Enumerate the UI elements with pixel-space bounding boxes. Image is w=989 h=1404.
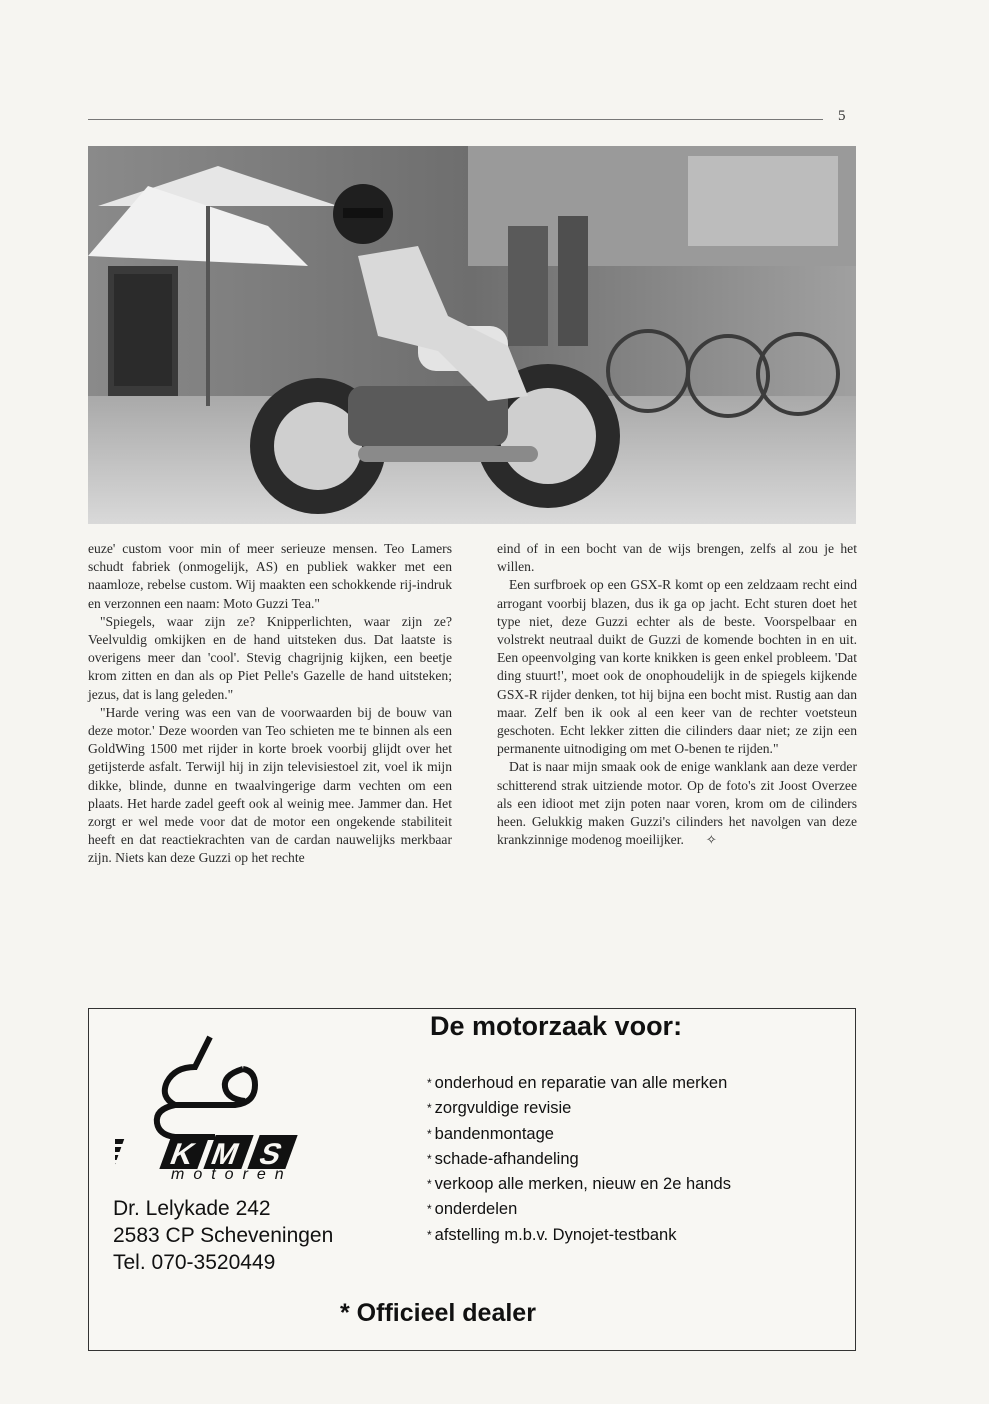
advertisement-box — [88, 1008, 856, 1351]
paragraph-text: Dat is naar mijn smaak ook de enige wanklank aan deze verder schitterend strak uitziende motor. Op de foto's zit Joost Overzee als een idioot met zijn poten naar voren, krom om de cilinders heen. Gelukkig maken Guzzi's cilinders het navolgen van deze krankzinnige modenog moeilijker. — [497, 759, 857, 848]
services-list — [427, 1071, 731, 1248]
paragraph: "Harde vering was een van de voorwaarden bij de bouw van deze motor.' Deze woorden van Teo schieten me te binnen als een GoldWing 1500 met rijder in korte broek voorbij glijdt over het getijsterde asfalt. Terwijl hij in zijn televisiestoel zit, voel ik mijn dikke, blinde, dunne en twaalvingerige darm vechten om een plaats. Het harde zadel geeft ook al weinig mee. Jammer dan. Het zorgt er wel mede voor dat de motor een ongekende stabiliteit heeft en dat reactiekrachten van de cardan nauwelijks merkbaar zijn. Niets kan deze Guzzi op het rechte — [88, 704, 452, 866]
service-item: * onderdelen — [427, 1197, 731, 1222]
paragraph: euze' custom voor min of meer serieuze mensen. Teo Lamers schudt fabriek (onmogelijk, AS) en publiek wakker met een naamloze, rebelse custom. Wij maakten een schokkende rij-indruk en verzonnen een naam: Moto Guzzi Tea." — [88, 541, 452, 611]
address-phone: Tel. 070-3520449 — [113, 1251, 276, 1274]
ad-footer: * Officieel dealer — [340, 1299, 536, 1327]
end-mark-icon: ✧ — [705, 832, 717, 848]
paragraph-last — [497, 758, 857, 849]
paragraph: Een surfbroek op een GSX-R komt op een zeldzaam recht eind arrogant voorbij blazen, dus ik ga op jacht. Echt sturen doet het type niet, deze Guzzi echter als de beste. Voorspelbaar en volstrekt neutraal duikt de Guzzi de komende bochten in en uit. Een opeenvolging van korte knikken is geen enkel probleem. 'Dat ding stuurt!', moet ook de onophoudelijk in de spiegels kijkende GSX-R rijder denken, tot hij bijna een bocht mist. Rustig aan dan maar. Zelf ben ik ook al een keer van de rechter voetsteun geschoten. Echt lekker zitten die cilinders daar niet; ze zijn een permanente uitnodiging om met O-benen te rijden." — [497, 577, 857, 757]
address-city: 2583 CP Scheveningen — [113, 1224, 334, 1247]
service-item: * schade-afhandeling — [427, 1147, 731, 1172]
logo-subtext: motoren — [171, 1166, 293, 1183]
service-item: * zorgvuldige revisie — [427, 1096, 731, 1121]
svg-text:S: S — [254, 1136, 288, 1171]
page-number: 5 — [838, 108, 846, 124]
service-item: * bandenmontage — [427, 1122, 731, 1147]
paragraph: eind of in een bocht van de wijs brengen, zelfs al zou je het willen. — [497, 541, 857, 575]
article-column-right — [497, 540, 857, 849]
dealer-address — [113, 1195, 333, 1276]
header-rule — [88, 119, 823, 120]
service-item: * onderhoud en reparatie van alle merken — [427, 1071, 731, 1096]
article-photo — [88, 146, 856, 524]
motorcycle-photo — [88, 146, 856, 524]
address-street: Dr. Lelykade 242 — [113, 1197, 271, 1220]
paragraph: "Spiegels, waar zijn ze? Knipperlichten, waar zijn ze? Veelvuldig omkijken en de hand uitsteken dus. Dat laatste is overigens meer dan 'cool'. Stevig chagrijnig kijken, een beetje krom zitten en dan als op Piet Pelle's Gazelle de hand uitsteken; jezus, dat is lang geleden." — [88, 613, 452, 702]
service-item: * verkoop alle merken, nieuw en 2e hands — [427, 1172, 731, 1197]
svg-text:K: K — [165, 1136, 200, 1171]
svg-text:M: M — [206, 1136, 245, 1171]
ad-heading: De motorzaak voor: — [430, 1011, 683, 1041]
service-item: * afstelling m.b.v. Dynojet-testbank — [427, 1223, 731, 1248]
article-column-left — [88, 540, 452, 868]
